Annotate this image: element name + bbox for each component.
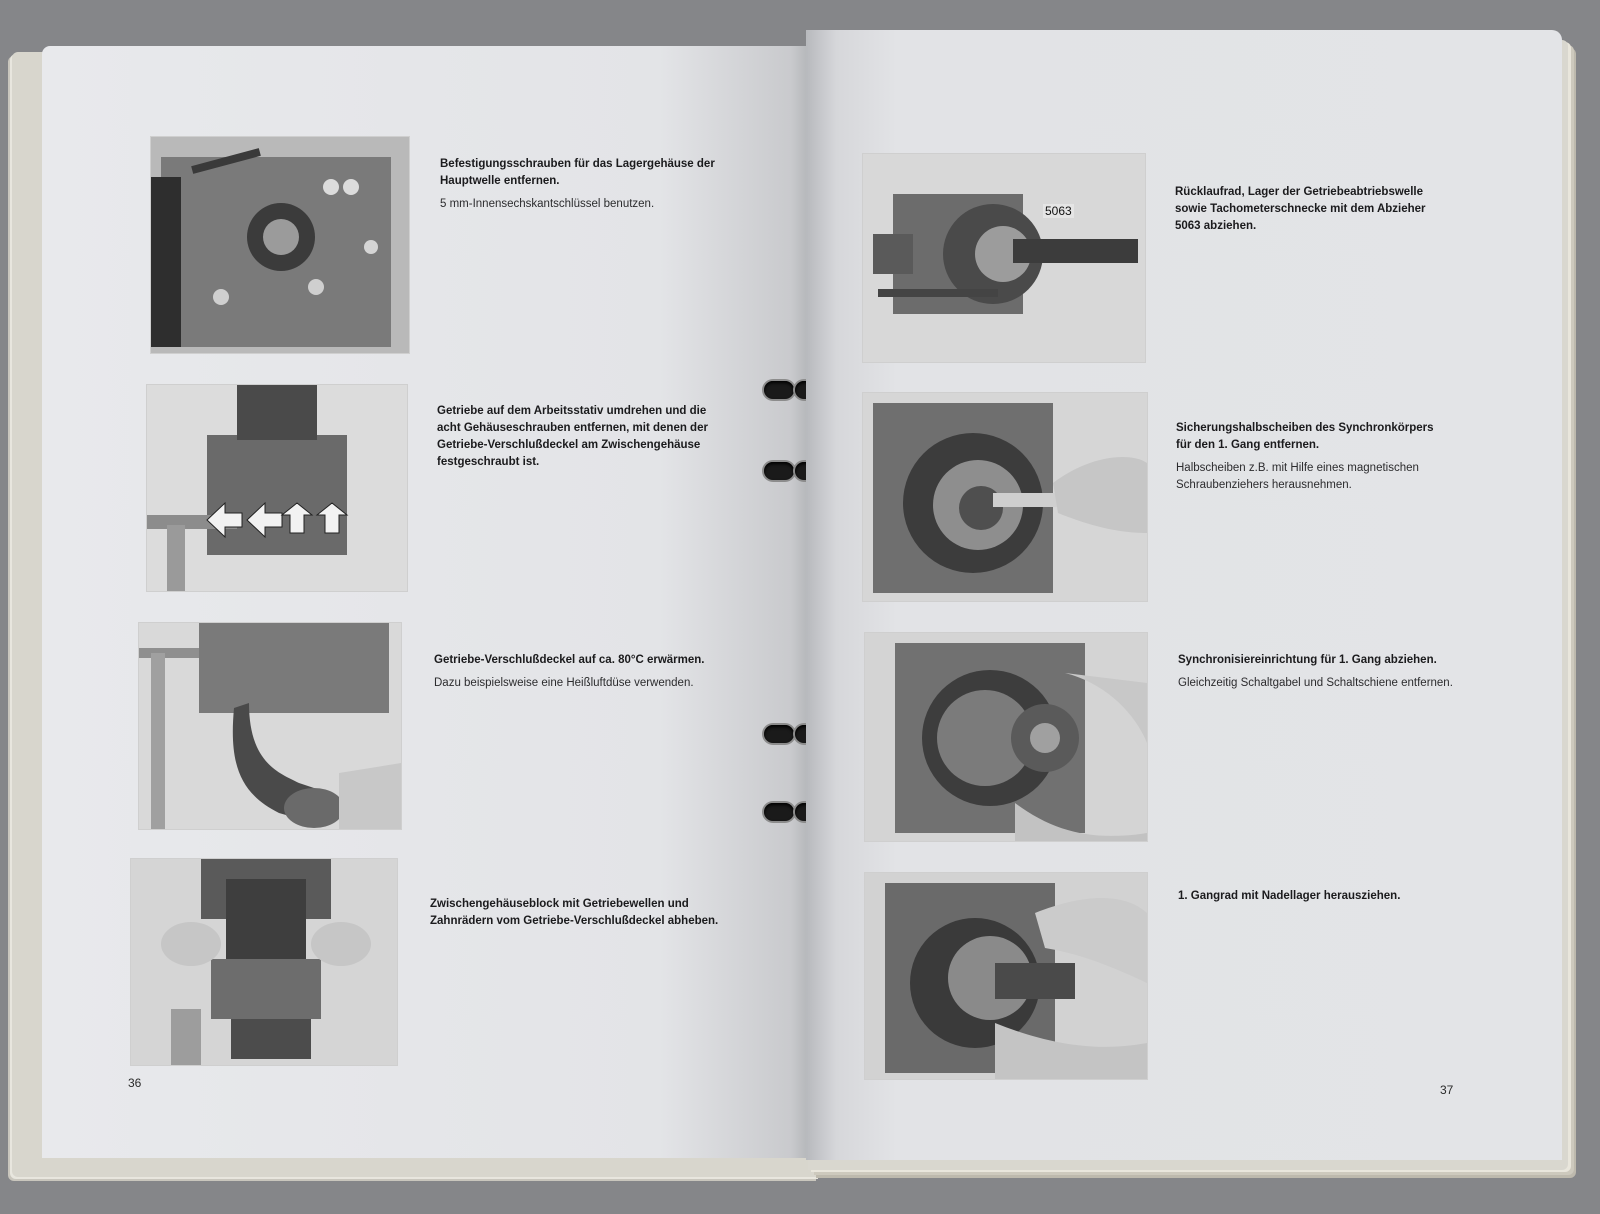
photo-heating-cover (138, 622, 402, 830)
step-5-caption (1175, 184, 1445, 235)
step-1-title: Befestigungsschrauben für das Lagergehäuse der Hauptwelle entfernen. (440, 158, 715, 187)
step-3-caption (434, 652, 734, 692)
photo-gearbox-on-stand (146, 384, 408, 592)
step-3-title: Getriebe-Verschlußdeckel auf ca. 80°C erwärmen. (434, 654, 705, 666)
photo-lifting-housing-block (130, 858, 398, 1066)
step-7-note: Gleichzeitig Schaltgabel und Schaltschiene entfernen. (1178, 677, 1453, 689)
photo-synchro-half-washers (862, 392, 1148, 602)
step-4-title: Zwischengehäuseblock mit Getriebewellen und Zahnrädern vom Getriebe-Verschlußdeckel abheben. (430, 898, 719, 927)
step-2-title: Getriebe auf dem Arbeitsstativ umdrehen und die acht Gehäuseschrauben entfernen, mit denen der Getriebe-Verschlußdeckel am Zwischengehäuse festgeschraubt ist. (437, 405, 708, 468)
step-8-title: 1. Gangrad mit Nadellager herausziehen. (1178, 890, 1401, 902)
step-6-note: Halbscheiben z.B. mit Hilfe eines magnetischen Schraubenziehers herausnehmen. (1176, 462, 1419, 491)
page-number-right: 37 (1440, 1083, 1454, 1097)
tool-label-5063: 5063 (1045, 204, 1072, 218)
step-6-caption (1176, 420, 1446, 494)
binder-hole (764, 803, 794, 821)
step-4-caption (430, 896, 720, 930)
photo-puller-5063 (862, 153, 1146, 363)
step-8-caption (1178, 888, 1448, 905)
step-3-note: Dazu beispielsweise eine Heißluftdüse verwenden. (434, 677, 694, 689)
step-7-caption (1178, 652, 1453, 692)
binder-hole (764, 725, 794, 743)
photo-synchronizer-removal (864, 632, 1148, 842)
step-1-caption (440, 156, 735, 213)
step-7-title: Synchronisiereinrichtung für 1. Gang abziehen. (1178, 654, 1437, 666)
step-6-title: Sicherungshalbscheiben des Synchronkörpers für den 1. Gang entfernen. (1176, 422, 1434, 451)
step-5-title: Rücklaufrad, Lager der Getriebeabtriebswelle sowie Tachometerschnecke mit dem Abzieher 5063 abziehen. (1175, 186, 1426, 232)
page-number-left: 36 (128, 1076, 142, 1090)
binder-hole (764, 462, 794, 480)
step-2-caption (437, 403, 729, 471)
photo-gearbox-housing-bolts (150, 136, 410, 354)
photo-first-gear-removal (864, 872, 1148, 1080)
step-1-note: 5 mm-Innensechskantschlüssel benutzen. (440, 198, 655, 210)
binder-hole (764, 381, 794, 399)
